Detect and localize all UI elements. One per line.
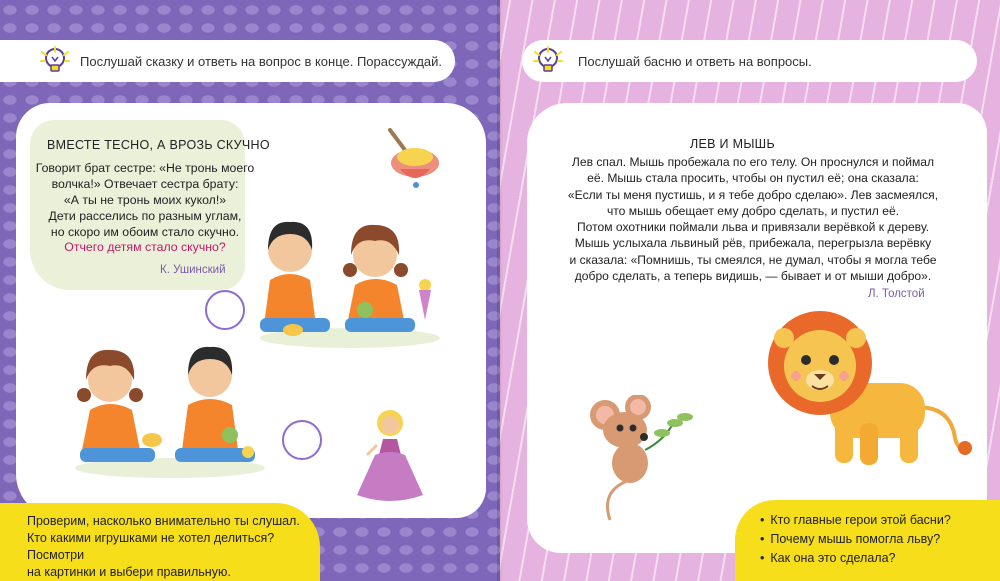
children-scene-2: [70, 340, 270, 480]
question-item: • Как она это сделала?: [760, 549, 951, 568]
task-line: на картинки и выбери правильную.: [27, 565, 231, 579]
questions-list: [760, 511, 951, 568]
instruction-text-right: Послушай басню и ответь на вопросы.: [578, 53, 812, 69]
fable-line: Мышь услыхала львиный рёв, прибежала, перегрызла верёвку: [574, 236, 932, 251]
lightbulb-icon: [530, 43, 566, 79]
fable-line: что мышь обещает ему добро сделать, и пустил её.: [606, 203, 900, 218]
story-line: «А ты не тронь моих кукол!»: [63, 193, 227, 207]
story-author: К. Ушинский: [160, 264, 226, 276]
answer-circle-1[interactable]: [205, 290, 245, 330]
fable-line: её. Мышь стала просить, чтобы он пустил её; она сказала:: [587, 171, 919, 186]
story-line: волчка!» Отвечает сестра брату:: [51, 177, 239, 191]
fable-line: добро сделать, а теперь видишь, — бывает и от мыши добро».: [574, 269, 932, 284]
story-title: ВМЕСТЕ ТЕСНО, А ВРОЗЬ СКУЧНО: [47, 138, 270, 152]
task-line: Кто какими игрушками не хотел делиться? Посмотри: [27, 531, 275, 562]
book-spine: [497, 0, 503, 581]
children-scene-1: [255, 210, 445, 350]
fable-author: Л. Толстой: [868, 288, 925, 300]
fable-title: ЛЕВ И МЫШЬ: [690, 137, 775, 151]
task-line: Проверим, насколько внимательно ты слушал.: [27, 514, 300, 528]
story-line: Говорит брат сестре: «Не тронь моего: [35, 161, 255, 175]
story-text: [34, 160, 256, 240]
question-item: • Почему мышь помогла льву?: [760, 530, 951, 549]
instruction-text-left: Послушай сказку и ответь на вопрос в конце. Порассуждай.: [80, 53, 443, 69]
spinning-top-illustration: [380, 125, 450, 195]
doll-illustration: [345, 405, 425, 505]
question-item: • Кто главные герои этой басни?: [760, 511, 951, 530]
fable-line: Лев спал. Мышь пробежала по его телу. Он проснулся и поймал: [571, 155, 935, 169]
lion-illustration: [760, 298, 975, 473]
fable-line: «Если ты меня пустишь, и я тебе добро сделаю». Лев засмеялся,: [567, 187, 939, 202]
fable-line: Потом охотники поймали льва и привязали верёвкой к дереву.: [576, 220, 930, 235]
mouse-illustration: [590, 395, 700, 525]
answer-circle-2[interactable]: [282, 420, 322, 460]
instruction-banner-right: [522, 40, 977, 82]
lightbulb-icon: [37, 43, 73, 79]
fable-line: и сказала: «Помнишь, ты смеялся, не думал, чтобы я могла тебе: [569, 252, 937, 267]
fable-text: [548, 154, 958, 284]
story-line: но скоро им обоим стало скучно.: [50, 225, 240, 239]
story-line: Дети расселись по разным углам,: [48, 209, 242, 223]
story-question: Отчего детям стало скучно?: [64, 240, 226, 254]
task-text: [27, 513, 312, 581]
